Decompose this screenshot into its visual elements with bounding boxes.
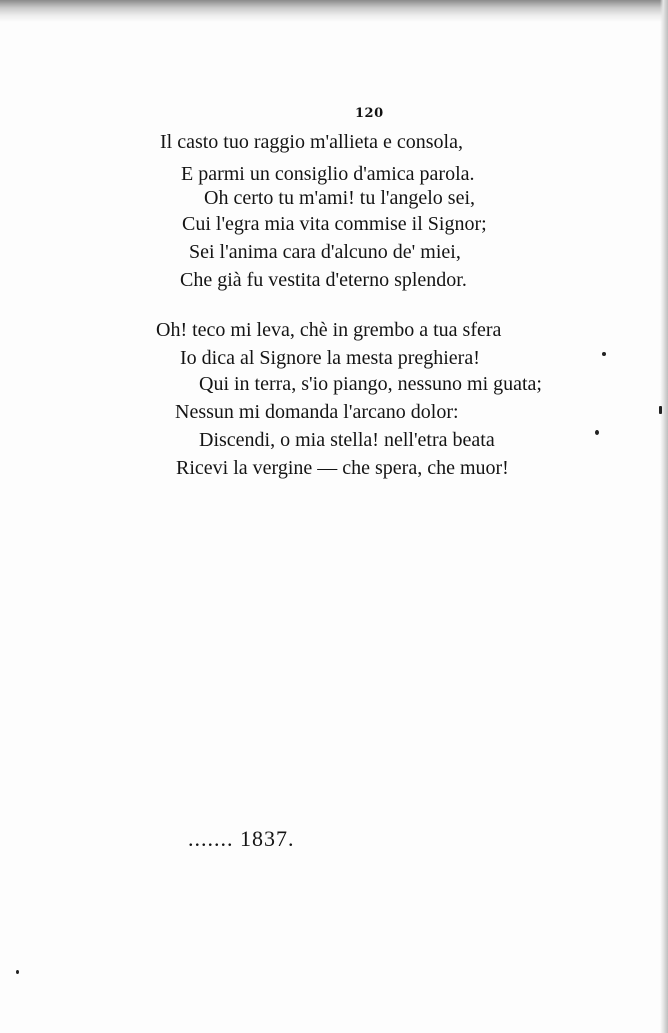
poem-line: Cui l'egra mia vita commise il Signor;	[182, 213, 487, 235]
ink-speck	[602, 352, 606, 356]
poem-line: Che già fu vestita d'eterno splendor.	[180, 269, 467, 291]
poem-line: Sei l'anima cara d'alcuno de' miei,	[189, 241, 461, 263]
ink-speck	[16, 970, 19, 974]
date-line: ....... 1837.	[188, 826, 295, 851]
scan-right-edge	[660, 0, 668, 1033]
ink-speck	[595, 430, 599, 435]
poem-line: Ricevi la vergine — che spera, che muor!	[176, 457, 509, 479]
poem-line: Discendi, o mia stella! nell'etra beata	[199, 429, 495, 451]
poem-line: Nessun mi domanda l'arcano dolor:	[175, 401, 459, 423]
ink-speck	[659, 406, 662, 414]
poem-line: Il casto tuo raggio m'allieta e consola,	[160, 131, 463, 153]
scan-top-edge	[0, 0, 668, 22]
poem-line: Oh! teco mi leva, chè in grembo a tua sfera	[156, 319, 502, 341]
poem-line: E parmi un consiglio d'amica parola.	[181, 163, 475, 185]
poem-line: Qui in terra, s'io piango, nessuno mi guata;	[199, 373, 542, 395]
poem-line: Io dica al Signore la mesta preghiera!	[180, 347, 480, 369]
page-number: 120	[355, 106, 384, 121]
poem-line: Oh certo tu m'ami! tu l'angelo sei,	[204, 187, 476, 209]
